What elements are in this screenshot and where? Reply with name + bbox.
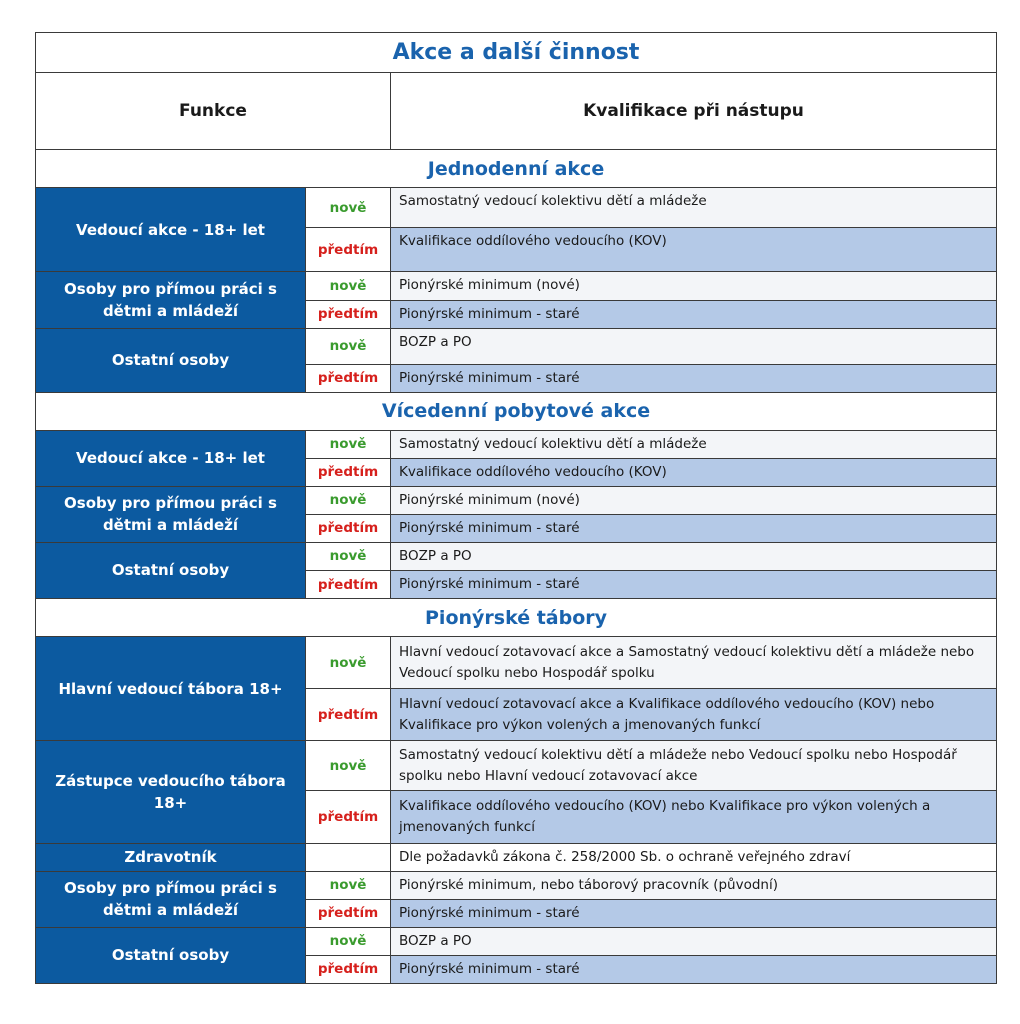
qualification-table — [35, 32, 997, 984]
qualification-new: BOZP a PO — [391, 542, 997, 570]
role-name: Ostatní osoby — [36, 542, 306, 598]
role-name: Ostatní osoby — [36, 927, 306, 983]
tag-new: nově — [306, 486, 391, 514]
qualification-old: Pionýrské minimum - staré — [391, 899, 997, 927]
tag-new: nově — [306, 871, 391, 899]
qualification-old: Pionýrské minimum - staré — [391, 570, 997, 598]
role-name: Hlavní vedoucí tábora 18+ — [36, 637, 306, 741]
role-name: Zdravotník — [36, 843, 306, 871]
qualification-new: Pionýrské minimum (nové) — [391, 272, 997, 300]
tag-old: předtím — [306, 570, 391, 598]
role-name: Osoby pro přímou práci s dětmi a mládeží — [36, 871, 306, 927]
tag-old: předtím — [306, 458, 391, 486]
tag-old: předtím — [306, 955, 391, 983]
section-title: Pionýrské tábory — [36, 599, 997, 637]
tag-old: předtím — [306, 228, 391, 272]
tag-new: nově — [306, 430, 391, 458]
tag-empty — [306, 843, 391, 871]
qualification-new: Samostatný vedoucí kolektivu dětí a mládeže — [391, 430, 997, 458]
section-title: Jednodenní akce — [36, 150, 997, 188]
tag-new: nově — [306, 542, 391, 570]
qualification-only: Dle požadavků zákona č. 258/2000 Sb. o ochraně veřejného zdraví — [391, 843, 997, 871]
qualification-old: Pionýrské minimum - staré — [391, 955, 997, 983]
tag-old: předtím — [306, 514, 391, 542]
qualification-new: Pionýrské minimum (nové) — [391, 486, 997, 514]
role-name: Osoby pro přímou práci s dětmi a mládeží — [36, 486, 306, 542]
tag-new: nově — [306, 637, 391, 689]
tag-new: nově — [306, 328, 391, 364]
qualification-old: Pionýrské minimum - staré — [391, 514, 997, 542]
tag-new: nově — [306, 927, 391, 955]
qualification-new: BOZP a PO — [391, 927, 997, 955]
tag-old: předtím — [306, 300, 391, 328]
qualification-old: Kvalifikace oddílového vedoucího (KOV) — [391, 228, 997, 272]
tag-old: předtím — [306, 689, 391, 741]
qualification-new: BOZP a PO — [391, 328, 997, 364]
qualification-old: Pionýrské minimum - staré — [391, 364, 997, 392]
tag-old: předtím — [306, 899, 391, 927]
header-funkce: Funkce — [36, 73, 391, 150]
tag-new: nově — [306, 272, 391, 300]
qualification-old: Hlavní vedoucí zotavovací akce a Kvalifikace oddílového vedoucího (KOV) nebo Kvalifikace pro výkon volených a jmenovaných funkcí — [391, 689, 997, 741]
section-title: Vícedenní pobytové akce — [36, 392, 997, 430]
qualification-old: Pionýrské minimum - staré — [391, 300, 997, 328]
qualification-new: Pionýrské minimum, nebo táborový pracovník (původní) — [391, 871, 997, 899]
role-name: Vedoucí akce - 18+ let — [36, 188, 306, 272]
qualification-new: Samostatný vedoucí kolektivu dětí a mládeže — [391, 188, 997, 228]
header-kvalifikace: Kvalifikace při nástupu — [391, 73, 997, 150]
tag-old: předtím — [306, 791, 391, 843]
role-name: Osoby pro přímou práci s dětmi a mládeží — [36, 272, 306, 328]
qualification-new: Samostatný vedoucí kolektivu dětí a mládeže nebo Vedoucí spolku nebo Hospodář spolku nebo Hlavní vedoucí zotavovací akce — [391, 741, 997, 791]
table-title: Akce a další činnost — [36, 33, 997, 73]
tag-new: nově — [306, 741, 391, 791]
role-name: Zástupce vedoucího tábora 18+ — [36, 741, 306, 843]
role-name: Vedoucí akce - 18+ let — [36, 430, 306, 486]
qualification-old: Kvalifikace oddílového vedoucího (KOV) — [391, 458, 997, 486]
tag-old: předtím — [306, 364, 391, 392]
qualification-old: Kvalifikace oddílového vedoucího (KOV) nebo Kvalifikace pro výkon volených a jmenovaných funkcí — [391, 791, 997, 843]
qualification-new: Hlavní vedoucí zotavovací akce a Samostatný vedoucí kolektivu dětí a mládeže nebo Vedoucí spolku nebo Hospodář spolku — [391, 637, 997, 689]
role-name: Ostatní osoby — [36, 328, 306, 392]
tag-new: nově — [306, 188, 391, 228]
